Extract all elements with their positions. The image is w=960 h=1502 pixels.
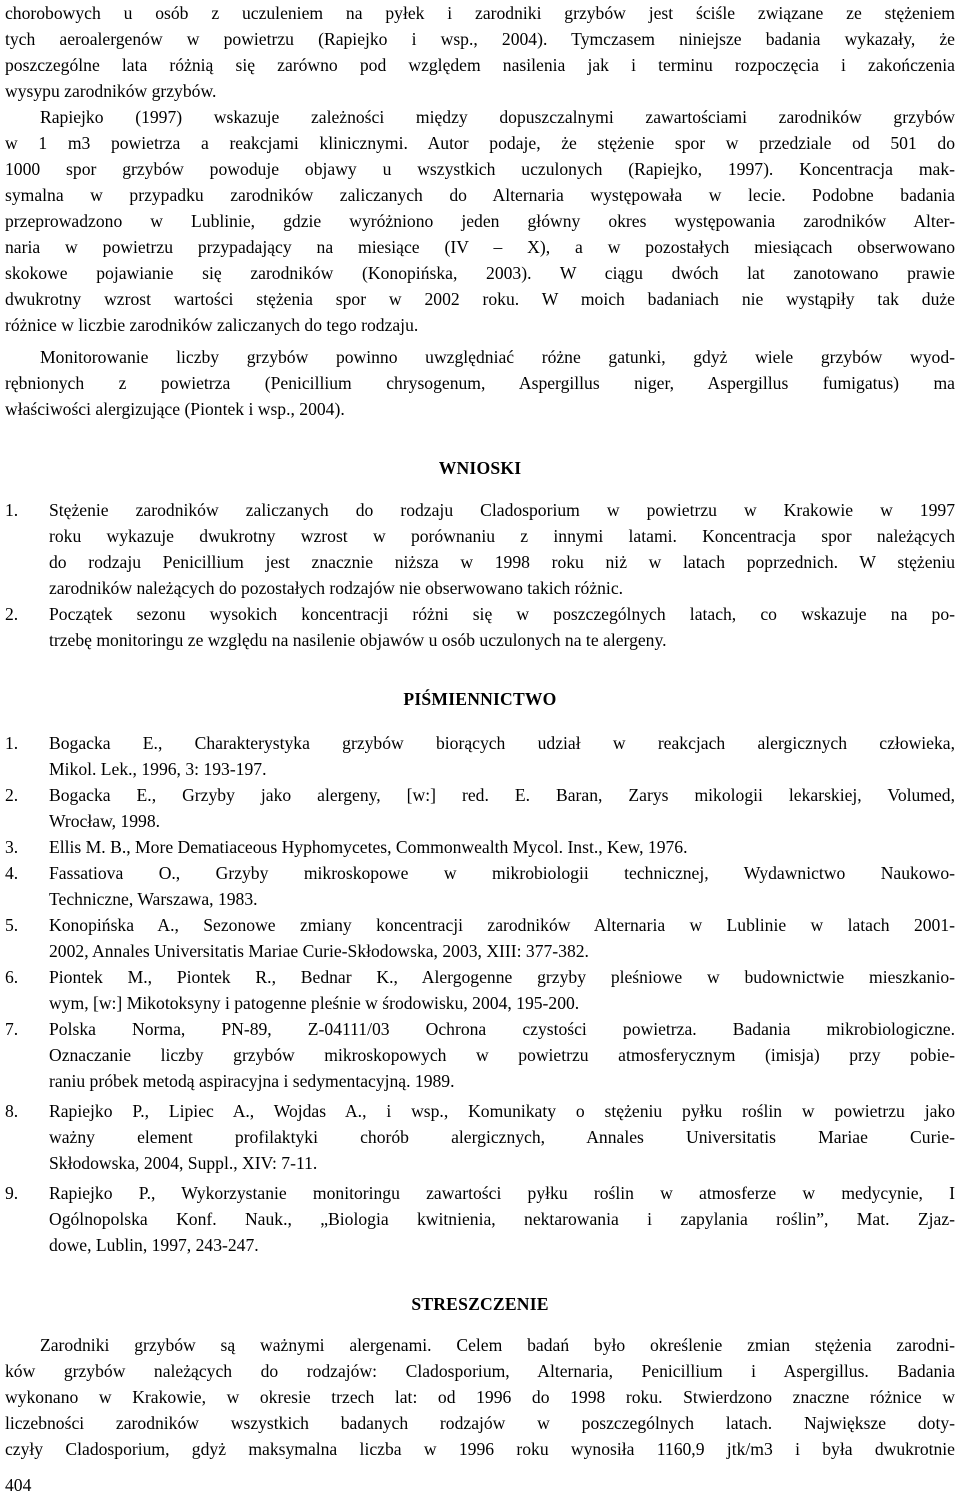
text-line: Bogacka E., Charakterystyka grzybów biorących udział w reakcjach alergicznych człowieka, — [49, 733, 955, 753]
list-number: 8. — [5, 1101, 19, 1121]
text-line: Monitorowanie liczby grzybów powinno uwzględniać różne gatunki, gdyż wiele grzybów wyod- — [40, 347, 955, 367]
text-line: przeprowadzono w Lublinie, gdzie wyróżniono jeden główny okres występowania zarodników Alter- — [5, 211, 955, 231]
text-line: zarodników należących do pozostałych rodzajów nie obserwowano takich różnic. — [49, 578, 624, 598]
text-line: wysypu zarodników grzybów. — [5, 81, 217, 101]
text-line: Rapiejko P., Wykorzystanie monitoringu zawartości pyłku roślin w atmosferze w medycynie, I — [49, 1183, 955, 1203]
text-line: Początek sezonu wysokich koncentracji różni się w poszczególnych latach, co wskazuje na po- — [49, 604, 955, 624]
list-number: 7. — [5, 1019, 19, 1039]
text-line: Konopińska A., Sezonowe zmiany koncentracji zarodników Alternaria w Lublinie w latach 2001- — [49, 915, 955, 935]
text-line: Rapiejko (1997) wskazuje zależności między dopuszczalnymi zawartościami zarodników grzybów — [40, 107, 955, 127]
text-line: do rodzaju Penicillium jest znacznie niższa w 1998 roku niż w latach poprzednich. W stężeniu — [49, 552, 955, 572]
text-line: symalna w przypadku zarodników zaliczanych do Alternaria występowała w lecie. Podobne badania — [5, 185, 955, 205]
references-heading: PIŚMIENNICTWO — [403, 689, 557, 709]
list-number: 1. — [5, 733, 19, 753]
text-line: naria w powietrzu przypadający na miesiące (IV – X), a w pozostałych miesiącach obserwowano — [5, 237, 955, 257]
text-line: chorobowych u osób z uczuleniem na pyłek i zarodniki grzybów jest ściśle związane ze stężeniem — [5, 3, 955, 23]
text-line: Zarodniki grzybów są ważnymi alergenami. Celem badań było określenie zmian stężenia zarodni- — [40, 1335, 955, 1355]
text-line: Fassatiova O., Grzyby mikroskopowe w mikrobiologii technicznej, Wydawnictwo Naukowo- — [49, 863, 955, 883]
list-number: 2. — [5, 785, 19, 805]
text-line: Ogólnopolska Konf. Nauk., „Biologia kwitnienia, nektarowania i zapylania roślin”, Mat. Zjaz- — [49, 1209, 955, 1229]
text-line: wykonano w Krakowie, w okresie trzech lat: od 1996 do 1998 roku. Stwierdzono znaczne różnice w — [5, 1387, 955, 1407]
text-line: Piontek M., Piontek R., Bednar K., Alergogenne grzyby pleśniowe w budownictwie mieszkanio- — [49, 967, 955, 987]
text-line: dwukrotny wzrost wartości stężenia spor w 2002 roku. W moich badaniach nie wystąpiły tak duże — [5, 289, 955, 309]
text-line: 1000 spor grzybów powoduje objawy u wszystkich uczulonych (Rapiejko, 1997). Koncentracja mak- — [5, 159, 955, 179]
list-number: 2. — [5, 604, 19, 624]
text-line: dowe, Lublin, 1997, 243-247. — [49, 1235, 259, 1255]
text-line: rębnionych z powietrza (Penicillium chrysogenum, Aspergillus niger, Aspergillus fumigatus) ma — [5, 373, 955, 393]
text-line: Techniczne, Warszawa, 1983. — [49, 889, 258, 909]
text-line: w 1 m3 powietrza a reakcjami klinicznymi. Autor podaje, że stężenie spor w przedziale od 501 do — [5, 133, 955, 153]
text-line: trzebę monitoringu ze względu na nasilenie objawów u osób uczulonych na te alergeny. — [49, 630, 667, 650]
text-line: czyły Cladosporium, gdyż maksymalna liczba w 1996 roku wynosiła 1160,9 jtk/m3 i była dwukrotnie — [5, 1439, 955, 1459]
text-line: ważny element profilaktyki chorób alergicznych, Annales Universitatis Mariae Curie- — [49, 1127, 955, 1147]
text-line: tych aeroalergenów w powietrzu (Rapiejko i wsp., 2004). Tymczasem niniejsze badania wykazały, że — [5, 29, 955, 49]
text-line: raniu próbek metodą aspiracyjna i sedymentacyjną. 1989. — [49, 1071, 455, 1091]
text-line: liczebności zarodników wszystkich badanych rodzajów w poszczególnych latach. Największe doty- — [5, 1413, 955, 1433]
list-number: 3. — [5, 837, 19, 857]
text-line: Bogacka E., Grzyby jako alergeny, [w:] red. E. Baran, Zarys mikologii lekarskiej, Volumed, — [49, 785, 955, 805]
text-line: Ellis M. B., More Dematiaceous Hyphomycetes, Commonwealth Mycol. Inst., Kew, 1976. — [49, 837, 688, 857]
text-line: Skłodowska, 2004, Suppl., XIV: 7-11. — [49, 1153, 318, 1173]
list-number: 4. — [5, 863, 19, 883]
text-line: Wrocław, 1998. — [49, 811, 161, 831]
page-number: 404 — [5, 1475, 32, 1495]
list-number: 5. — [5, 915, 19, 935]
text-line: roku wykazuje dwukrotny wzrost w porównaniu z innymi latami. Koncentracja spor należących — [49, 526, 955, 546]
text-line: różnice w liczbie zarodników zaliczanych do tego rodzaju. — [5, 315, 419, 335]
list-number: 9. — [5, 1183, 19, 1203]
text-line: ków grzybów należących do rodzajów: Cladosporium, Alternaria, Penicillium i Aspergillus. Badania — [5, 1361, 955, 1381]
text-line: Oznaczanie liczby grzybów mikroskopowych w powietrzu atmosferycznym (imisja) przy pobie- — [49, 1045, 955, 1065]
text-line: Rapiejko P., Lipiec A., Wojdas A., i wsp., Komunikaty o stężeniu pyłku roślin w powietrzu jako — [49, 1101, 955, 1121]
text-line: 2002, Annales Universitatis Mariae Curie-Skłodowska, 2003, XIII: 377-382. — [49, 941, 589, 961]
list-number: 6. — [5, 967, 19, 987]
text-line: skokowe pojawianie się zarodników (Konopińska, 2003). W ciągu dwóch lat zanotowano prawie — [5, 263, 955, 283]
text-line: wym, [w:] Mikotoksyny i patogenne pleśnie w środowisku, 2004, 195-200. — [49, 993, 580, 1013]
text-line: Polska Norma, PN-89, Z-04111/03 Ochrona czystości powietrza. Badania mikrobiologiczne. — [49, 1019, 955, 1039]
summary-heading: STRESZCZENIE — [411, 1294, 549, 1314]
text-line: poszczególne lata różnią się zarówno pod względem nasilenia jak i terminu rozpoczęcia i zakończenia — [5, 55, 955, 75]
text-line: Stężenie zarodników zaliczanych do rodzaju Cladosporium w powietrzu w Krakowie w 1997 — [49, 500, 955, 520]
list-number: 1. — [5, 500, 19, 520]
text-line: Mikol. Lek., 1996, 3: 193-197. — [49, 759, 267, 779]
conclusions-heading: WNIOSKI — [438, 458, 522, 478]
text-line: właściwości alergizujące (Piontek i wsp., 2004). — [5, 399, 345, 419]
